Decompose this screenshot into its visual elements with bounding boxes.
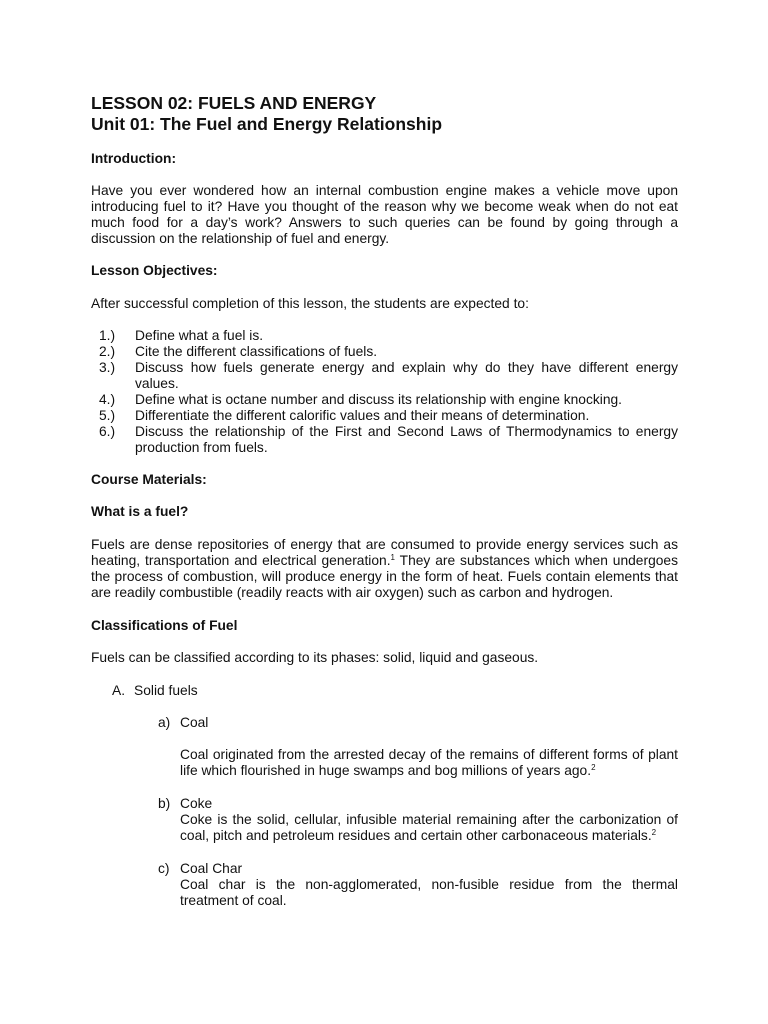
group-letter: A. (112, 683, 126, 698)
fuel-item-coke (158, 796, 678, 844)
objective-text: Define what a fuel is. (135, 328, 264, 343)
course-materials-heading: Course Materials: (91, 472, 207, 487)
objective-number: 3.) (99, 360, 116, 375)
item-description (180, 747, 678, 779)
item-letter: c) (158, 861, 170, 876)
objective-item (91, 360, 678, 392)
item-description: Coal char is the non-agglomerated, non-fusible residue from the thermal treatment of coal. (180, 877, 678, 908)
introduction-paragraph: Have you ever wondered how an internal combustion engine makes a vehicle move upon introducing fuel to it? Have you thought of the reason why we become weak when do not eat much food for a day’s work? Answers to such queries can be found by going through a discussion on the relationship of fuel and energy. (91, 183, 678, 246)
classifications-heading: Classifications of Fuel (91, 618, 238, 633)
fuel-item-coal-char (158, 861, 678, 909)
objectives-intro: After successful completion of this lesson, the students are expected to: (91, 296, 529, 311)
objective-item (91, 392, 678, 408)
objective-text: Cite the different classifications of fuels. (135, 344, 378, 359)
fuel-definition-text: Fuels are dense repositories of energy that are consumed to provide energy services such as heating, transportation and electrical generation. (91, 537, 678, 568)
group-label: Solid fuels (134, 683, 198, 698)
unit-title: Unit 01: The Fuel and Energy Relationship (91, 114, 443, 134)
item-name: Coal Char (180, 861, 243, 876)
objective-item (91, 344, 678, 360)
objective-text: Discuss the relationship of the First and Second Laws of Thermodynamics to energy production from fuels. (135, 424, 678, 455)
fuel-description-text: They are substances which when undergoes the process of combustion, will produce energy in the form of heat. Fuels contain elements that are readily combustible (readily reacts with air oxygen) such as carbon and hydrogen. (91, 553, 678, 600)
introduction-heading: Introduction: (91, 151, 177, 166)
footnote-marker: 2 (651, 828, 657, 837)
objective-text: Discuss how fuels generate energy and explain why do they have different energy values. (135, 360, 678, 391)
item-name: Coal (180, 715, 209, 730)
item-description-text: Coal originated from the arrested decay of the remains of different forms of plant life which flourished in huge swamps and bog millions of years ago. (180, 747, 678, 778)
lesson-title: LESSON 02: FUELS AND ENERGY (91, 93, 377, 113)
footnote-marker: 2 (591, 763, 596, 772)
document-page (91, 93, 678, 909)
objective-number: 6.) (99, 424, 116, 439)
what-is-fuel-heading: What is a fuel? (91, 504, 189, 519)
classifications-intro: Fuels can be classified according to its phases: solid, liquid and gaseous. (91, 650, 539, 665)
objective-item (91, 424, 678, 456)
item-letter: a) (158, 715, 171, 730)
objective-number: 1.) (99, 328, 116, 343)
fuel-item-coal (158, 715, 678, 779)
what-is-fuel-paragraph (91, 537, 678, 601)
footnote-marker: 1 (390, 553, 395, 562)
objective-number: 5.) (99, 408, 116, 423)
objective-number: 4.) (99, 392, 116, 407)
objective-item (91, 408, 678, 424)
objectives-heading: Lesson Objectives: (91, 263, 218, 278)
item-letter: b) (158, 796, 171, 811)
item-description (180, 812, 678, 844)
solid-fuels-group (112, 683, 678, 699)
objective-item (91, 328, 678, 344)
objective-number: 2.) (99, 344, 116, 359)
objectives-list (91, 328, 678, 456)
item-description-text: Coke is the solid, cellular, infusible material remaining after the carbonization of coal, pitch and petroleum residues and certain other carbonaceous materials. (180, 812, 678, 843)
objective-text: Differentiate the different calorific values and their means of determination. (135, 408, 590, 423)
objective-text: Define what is octane number and discuss its relationship with engine knocking. (135, 392, 622, 407)
item-name: Coke (180, 796, 213, 811)
